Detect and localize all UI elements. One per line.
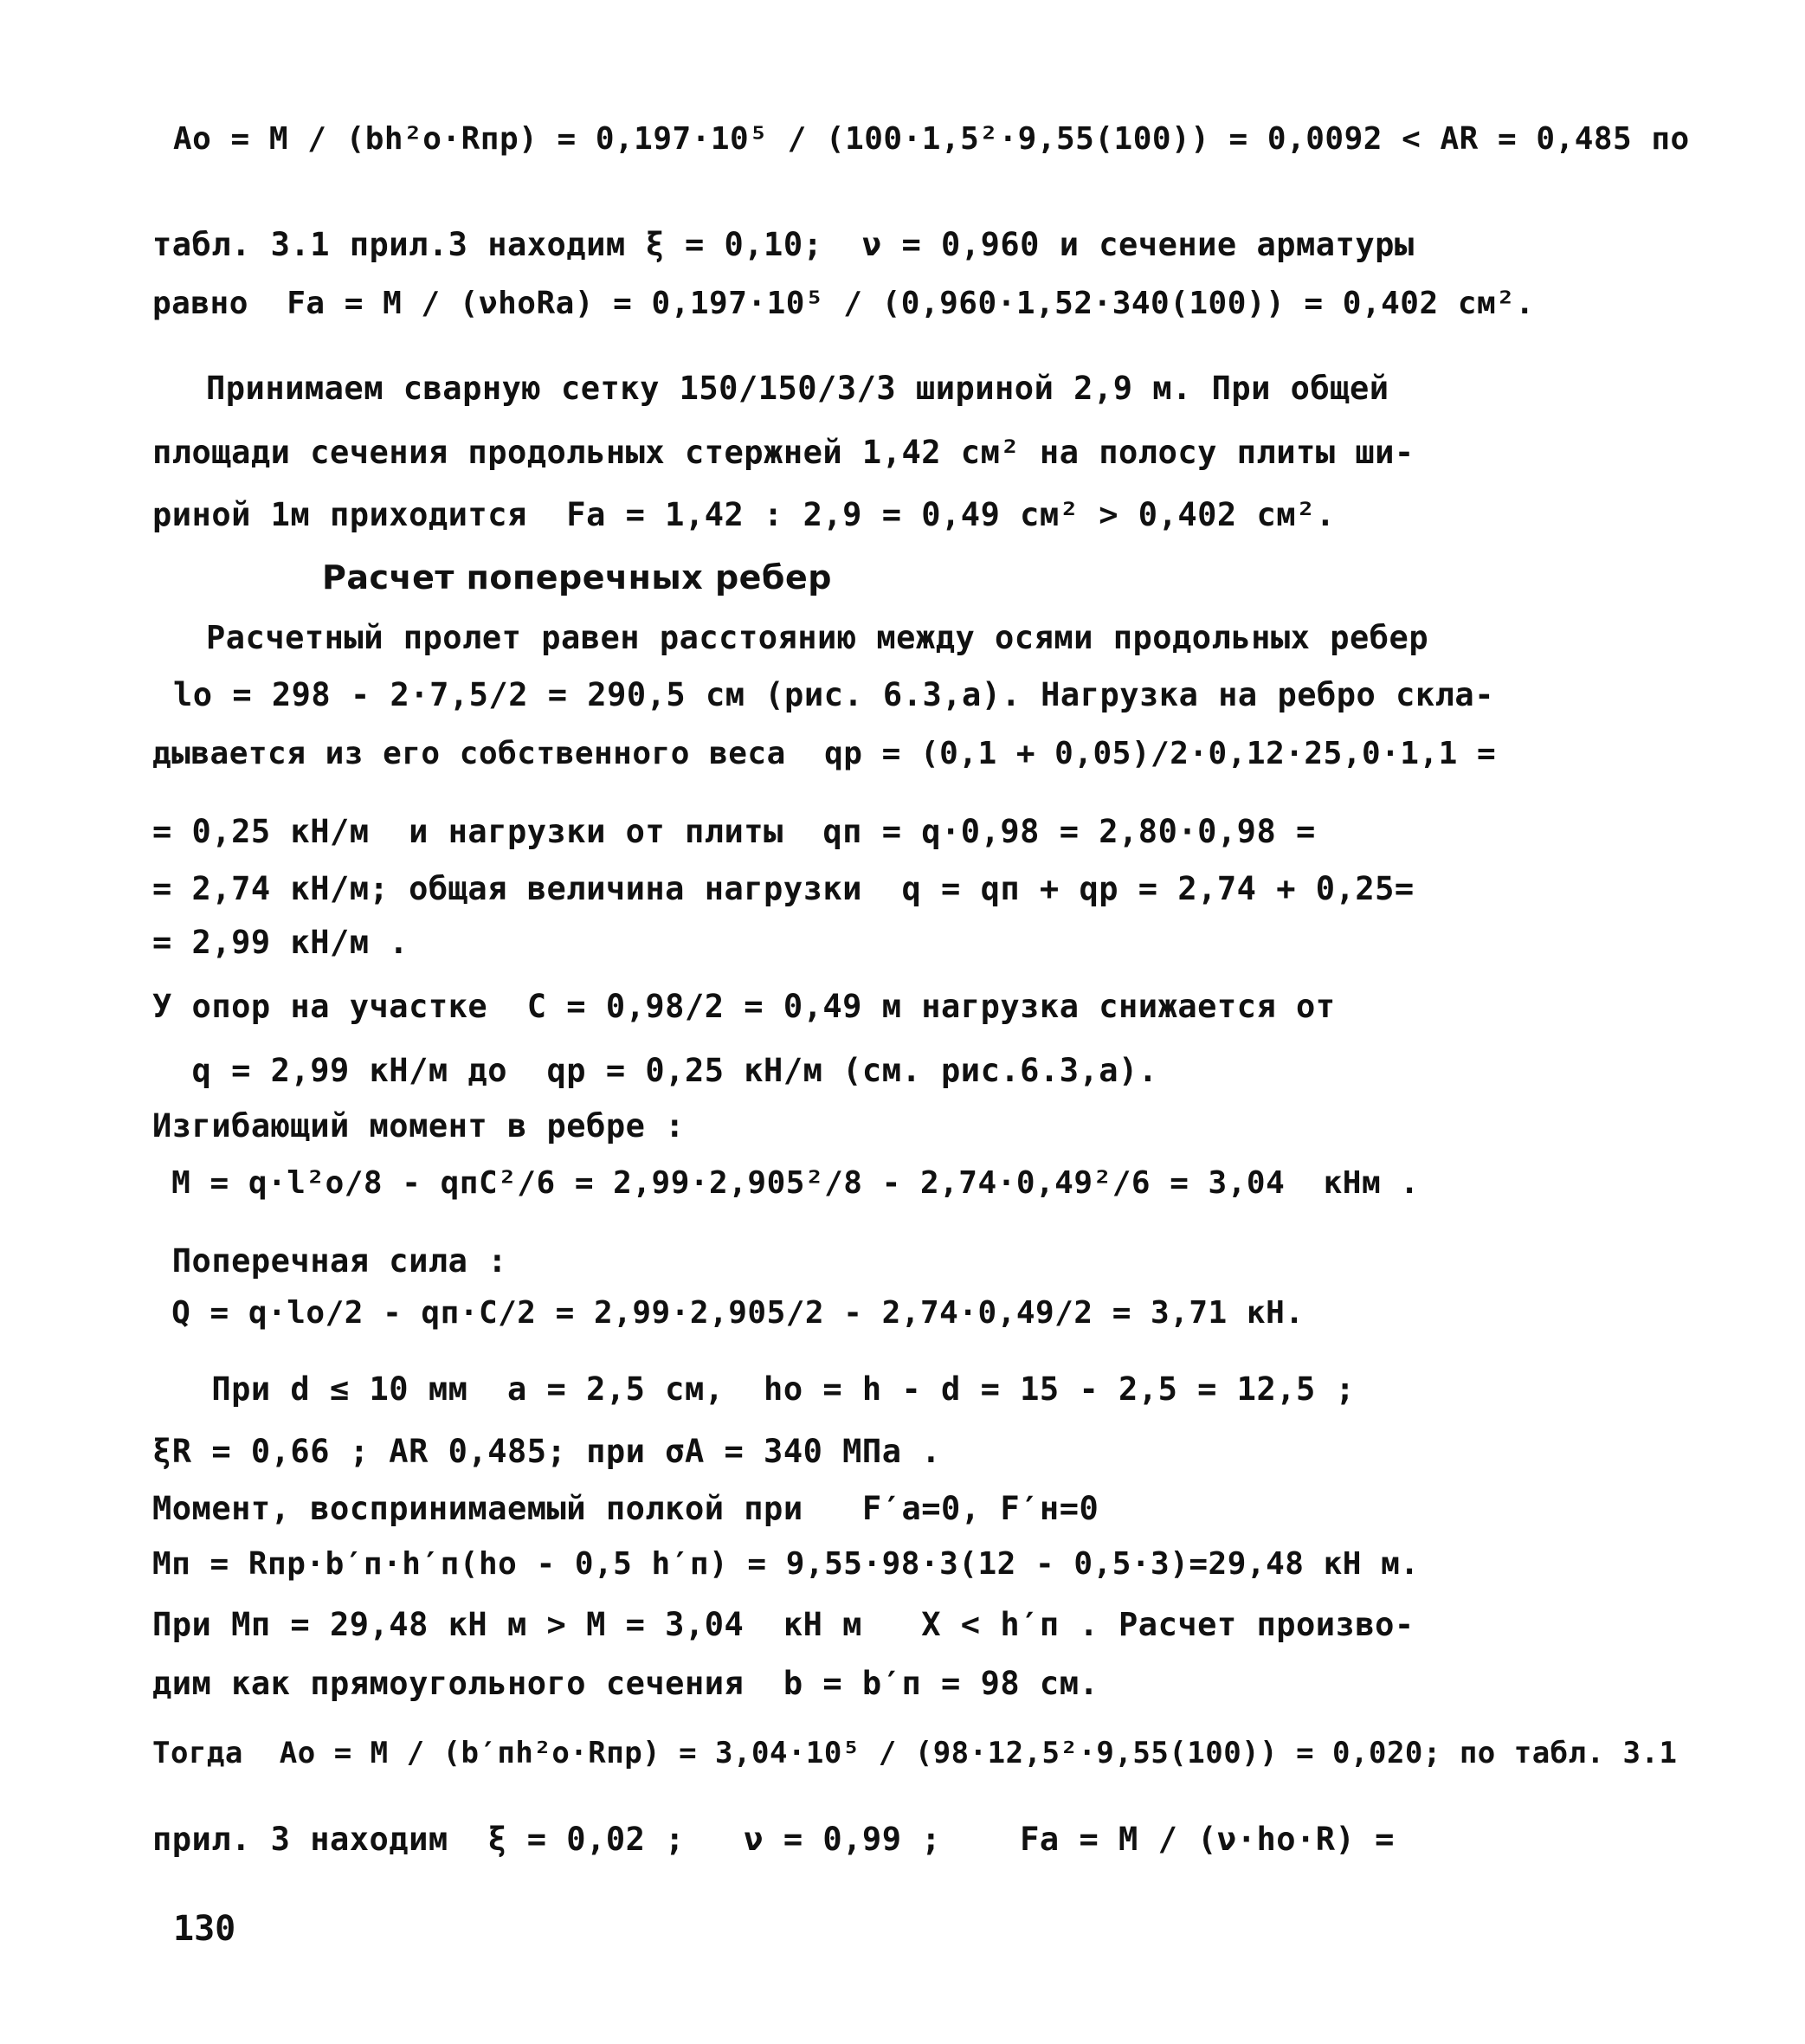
text-line: При d ≤ 10 мм a = 2,5 см, hо = h - d = 15 - 2,5 = 12,5 ; xyxy=(152,1370,1356,1408)
formula-q-total: = 2,74 кН/м; общая величина нагрузки q = qп + qp = 2,74 + 0,25= xyxy=(152,870,1415,907)
text-line: = 2,99 кН/м . xyxy=(152,924,409,961)
formula-qn: = 0,25 кН/м и нагрузки от плиты qп = q·0,98 = 2,80·0,98 = xyxy=(152,813,1316,850)
formula-mn: Mп = Rпр·b′п·h′п(hо - 0,5 h′п) = 9,55·98·3(12 - 0,5·3)=29,48 кН м. xyxy=(152,1546,1420,1582)
text-line: Изгибающий момент в ребре : xyxy=(152,1107,685,1145)
text-line: Момент, воспринимаемый полкой при F′a=0, F′н=0 xyxy=(152,1490,1099,1527)
text-line: табл. 3.1 прил.3 находим ξ = 0,10; ν = 0,960 и сечение арматуры xyxy=(152,226,1415,263)
text-line: При Mп = 29,48 кН м > M = 3,04 кН м X < h′п . Расчет произво- xyxy=(152,1606,1415,1643)
formula-a0-plate: Aо = M / (bh²о·Rпр) = 0,197·10⁵ / (100·1,5²·9,55(100)) = 0,0092 < AR = 0,485 по xyxy=(173,121,1690,157)
formula-moment: M = q·l²о/8 - qпC²/6 = 2,99·2,905²/8 - 2,74·0,49²/6 = 3,04 кНм . xyxy=(152,1165,1420,1201)
text-line: q = 2,99 кН/м до qp = 0,25 кН/м (см. рис.6.3,а). xyxy=(152,1052,1158,1089)
text-line: ξR = 0,66 ; AR 0,485; при σA = 340 МПа . xyxy=(152,1433,942,1470)
formula-c: У опор на участке C = 0,98/2 = 0,49 м нагрузка снижается от xyxy=(152,988,1336,1025)
formula-qp: дывается из его собственного веса qp = (0,1 + 0,05)/2·0,12·25,0·1,1 = xyxy=(152,736,1497,771)
text-line: риной 1м приходится Fa = 1,42 : 2,9 = 0,49 см² > 0,402 см². xyxy=(152,496,1336,533)
page-number: 130 xyxy=(173,1909,236,1949)
formula-l0: lо = 298 - 2·7,5/2 = 290,5 см (рис. 6.3,а). Нагрузка на ребро скла- xyxy=(173,676,1494,713)
formula-fa-plate: равно Fa = M / (νhоRa) = 0,197·10⁵ / (0,960·1,52·340(100)) = 0,402 см². xyxy=(152,286,1535,321)
formula-shear: Q = q·lо/2 - qп·C/2 = 2,99·2,905/2 - 2,74·0,49/2 = 3,71 кН. xyxy=(152,1295,1305,1331)
text-line: Принимаем сварную сетку 150/150/3/3 шириной 2,9 м. При общей xyxy=(206,370,1389,407)
formula-a0-rib: Тогда Aо = M / (b′пh²о·Rпр) = 3,04·10⁵ / (98·12,5²·9,55(100)) = 0,020; по табл. 3.1 xyxy=(152,1736,1678,1770)
text-line: площади сечения продольных стержней 1,42 см² на полосу плиты ши- xyxy=(152,434,1415,471)
text-line: Расчетный пролет равен расстоянию между осями продольных ребер xyxy=(206,619,1429,656)
formula-fa-rib: прил. 3 находим ξ = 0,02 ; ν = 0,99 ; Fa = M / (ν·hо·R) = xyxy=(152,1821,1395,1858)
text-line: Поперечная сила : xyxy=(152,1242,507,1280)
section-heading: Расчет поперечных ребер xyxy=(322,558,832,596)
text-line: дим как прямоугольного сечения b = b′п = 98 см. xyxy=(152,1665,1099,1702)
